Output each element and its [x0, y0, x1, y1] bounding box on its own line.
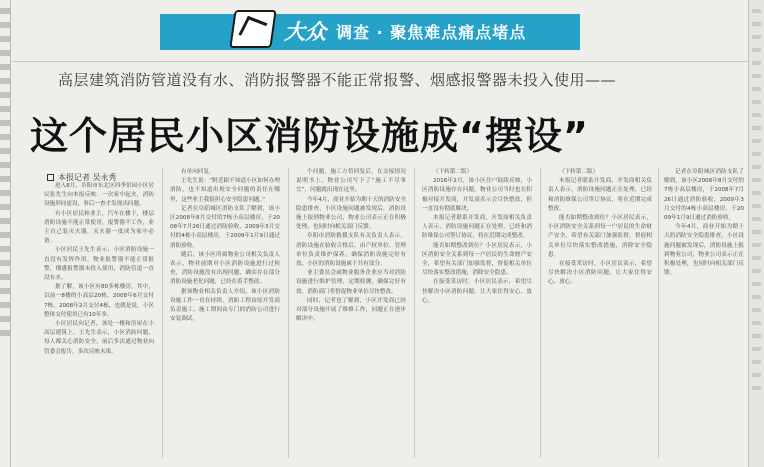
- article-column-2: [170, 168, 280, 458]
- paragraph: 同时，记者也了解到，小区开发商已经对部分设施开展了维修工作，问题正在逐步解决中。: [296, 297, 406, 323]
- paragraph: 阜阳市消防救援支队有关负责人表示，消防设施在验收合格后，由产权单位、管理单位负责维护保养，确保消防设施完好有效，小区的消防设施属于共有部分。: [296, 233, 406, 268]
- paragraph: 业主委员会或物业服务企业应当对消防设施进行维护管理，定期检测，确保完好有效。消防部门将督促物业单位尽快整改。: [296, 270, 406, 295]
- paragraph: 随后，该小区所属物业公司相关负责人表示，物业前期对小区消防设施进行过检查，消防设施没有出现问题，确实存在部分消防设施老化问题，已经在着手整改。: [170, 251, 280, 286]
- byline-text: 本报记者 吴永秀: [58, 173, 117, 182]
- article-pretitle: 高层建筑消防管道没有水、消防报警器不能正常报警、烟感报警器未投入使用——: [58, 71, 617, 89]
- paragraph: （下转第二版）: [433, 169, 473, 175]
- column-divider: [288, 168, 289, 458]
- column-divider: [658, 168, 659, 458]
- banner-brand: 大众: [284, 19, 326, 44]
- paragraph: 能否如期整改到位？小区居民表示，小区消防安全关系到每一户居民的生命财产安全，希望有关部门加强监督，督促相关单位尽快落实整改措施，消除安全隐患。: [422, 242, 532, 277]
- divider: [12, 61, 752, 62]
- paragraph: 小区居民向记者，该处一楼和房屋在小高层建筑上，王先生表示，小区消防问题，每人都关心消防安全，前后多次通过物业向管委会报告，多次反映未果。: [44, 321, 154, 355]
- paragraph: 王先生说：“附近跟不知道小区如何办理消防，也不知道出现安全问题的责任在哪里，这些业主我很担心安全隐患问题。”: [170, 178, 280, 203]
- paragraph: 在接受采访时，小区居民表示，希望尽快解决小区消防问题，让大家住得安心、放心。: [422, 279, 532, 304]
- paragraph: 本报记者联系开发商，开发商相关负责人表示，消防设施问题正在处理，已经和消防维保公司签订协议，将在近期完成整改。: [548, 178, 652, 212]
- paragraph: 2016年2月，该小区住户陆续反映，小区消防设施存在问题，物业公司当时也在积极对接开发商，开发商表示会尽快整改，但一直没有彻底解决。: [422, 178, 532, 212]
- paragraph: 有单向回复。: [181, 169, 215, 175]
- article-headline: 这个居民小区消防设施成“摆设”: [30, 114, 589, 158]
- paragraph: 小区居民王先生表示，小区消防设施一直没有发挥作用。物业报警器不能正常报警，烟感报警器未投入使用，消防管道一直没有水。: [44, 247, 154, 282]
- article-column-5: [548, 168, 652, 458]
- column-divider: [414, 168, 415, 458]
- adjacent-article-edge-right: [748, 0, 764, 467]
- paragraph: 能否如期整改到位？小区居民表示，小区消防安全关系到每一户居民的生命财产安全，希望有关部门加强监督，督促相关单位尽快落实整改措施，消除安全隐患。: [548, 215, 652, 258]
- article-column-6: [664, 168, 744, 458]
- paragraph: 本报记者联系开发商，开发商相关负责人表示，消防设施问题正在处理，已经和消防维保公司签订协议，将在近期完成整改。: [422, 215, 532, 240]
- article-column-3: [296, 168, 406, 458]
- paragraph: 在接受采访时，小区居民表示，希望尽快解决小区消防问题，让大家住得安心、放心。: [548, 261, 652, 286]
- paragraph: 记者在阜阳城区消防支队了解到，该小区2008年8月交付的7栋小高层楼房，于2008年7月26日通过消防验收，2009年3月交付的4栋小高层楼房，于2009年1月9日通过消防验收。: [664, 169, 744, 222]
- paragraph: 有小区居民和业主，汽车在楼下，楼层消防设施不能正常使用，报警器不工作，业主自己装灭火器，灭火器一度成为家中必备。: [44, 210, 154, 245]
- paragraph: 进入8月，阜阳市东北区四季景园小区居民张先生向本报反映：一次家中起火，消防设施形同虚设，事后一查才发现出问题。: [44, 183, 154, 208]
- article-column-1: [44, 182, 154, 458]
- byline-box-icon: [47, 174, 54, 181]
- paragraph: 记者在阜阳城区消防支队了解到，该小区2008年8月交付的7栋小高层楼房，于2008年7月26日通过消防验收，2009年3月交付的4栋小高层楼房，于2009年1月9日通过消防验收。: [170, 205, 280, 249]
- paragraph: 今年4月，商业开始为期十天的消防安全隐患排查，小区设施问题被发现后，消防设施上报到物业公司，物业公司表示正在积极处理，也同时向相关部门反馈。: [296, 196, 406, 231]
- paragraph: 个问题，施工方将回复后，在交接情况说明书上，物业公司写下了“施工不尽事宜”，问题就出现在这里。: [296, 169, 406, 194]
- notebook-logo-icon: [229, 10, 276, 48]
- column-divider: [162, 168, 163, 458]
- banner-title: 调查 · 聚焦难点痛点堵点: [336, 23, 527, 42]
- adjacent-article-edge: [0, 0, 11, 467]
- paragraph: （下转第二版）: [559, 169, 599, 175]
- paragraph: 今年4月，商业开始为期十天的消防安全隐患排查，小区设施问题被发现后，消防设施上报到物业公司，物业公司表示正在积极处理，也同时向相关部门反馈。: [664, 224, 744, 277]
- article-column-4: [422, 168, 532, 458]
- column-divider: [540, 168, 541, 458]
- paragraph: 据了解，该小区有80多栋楼房，其中，以前一8楼的小高层20栋，2008年6月交付7栋，2008年2月交付4栋，也就是说，小区整体交付使用已有10年多。: [44, 284, 154, 318]
- paragraph: 据该物业相关负责人介绍，该小区消防设施工作一直在持续，消防工程由原开发商负责施工，施工期间由专门的消防公司进行安装调试。: [170, 288, 280, 323]
